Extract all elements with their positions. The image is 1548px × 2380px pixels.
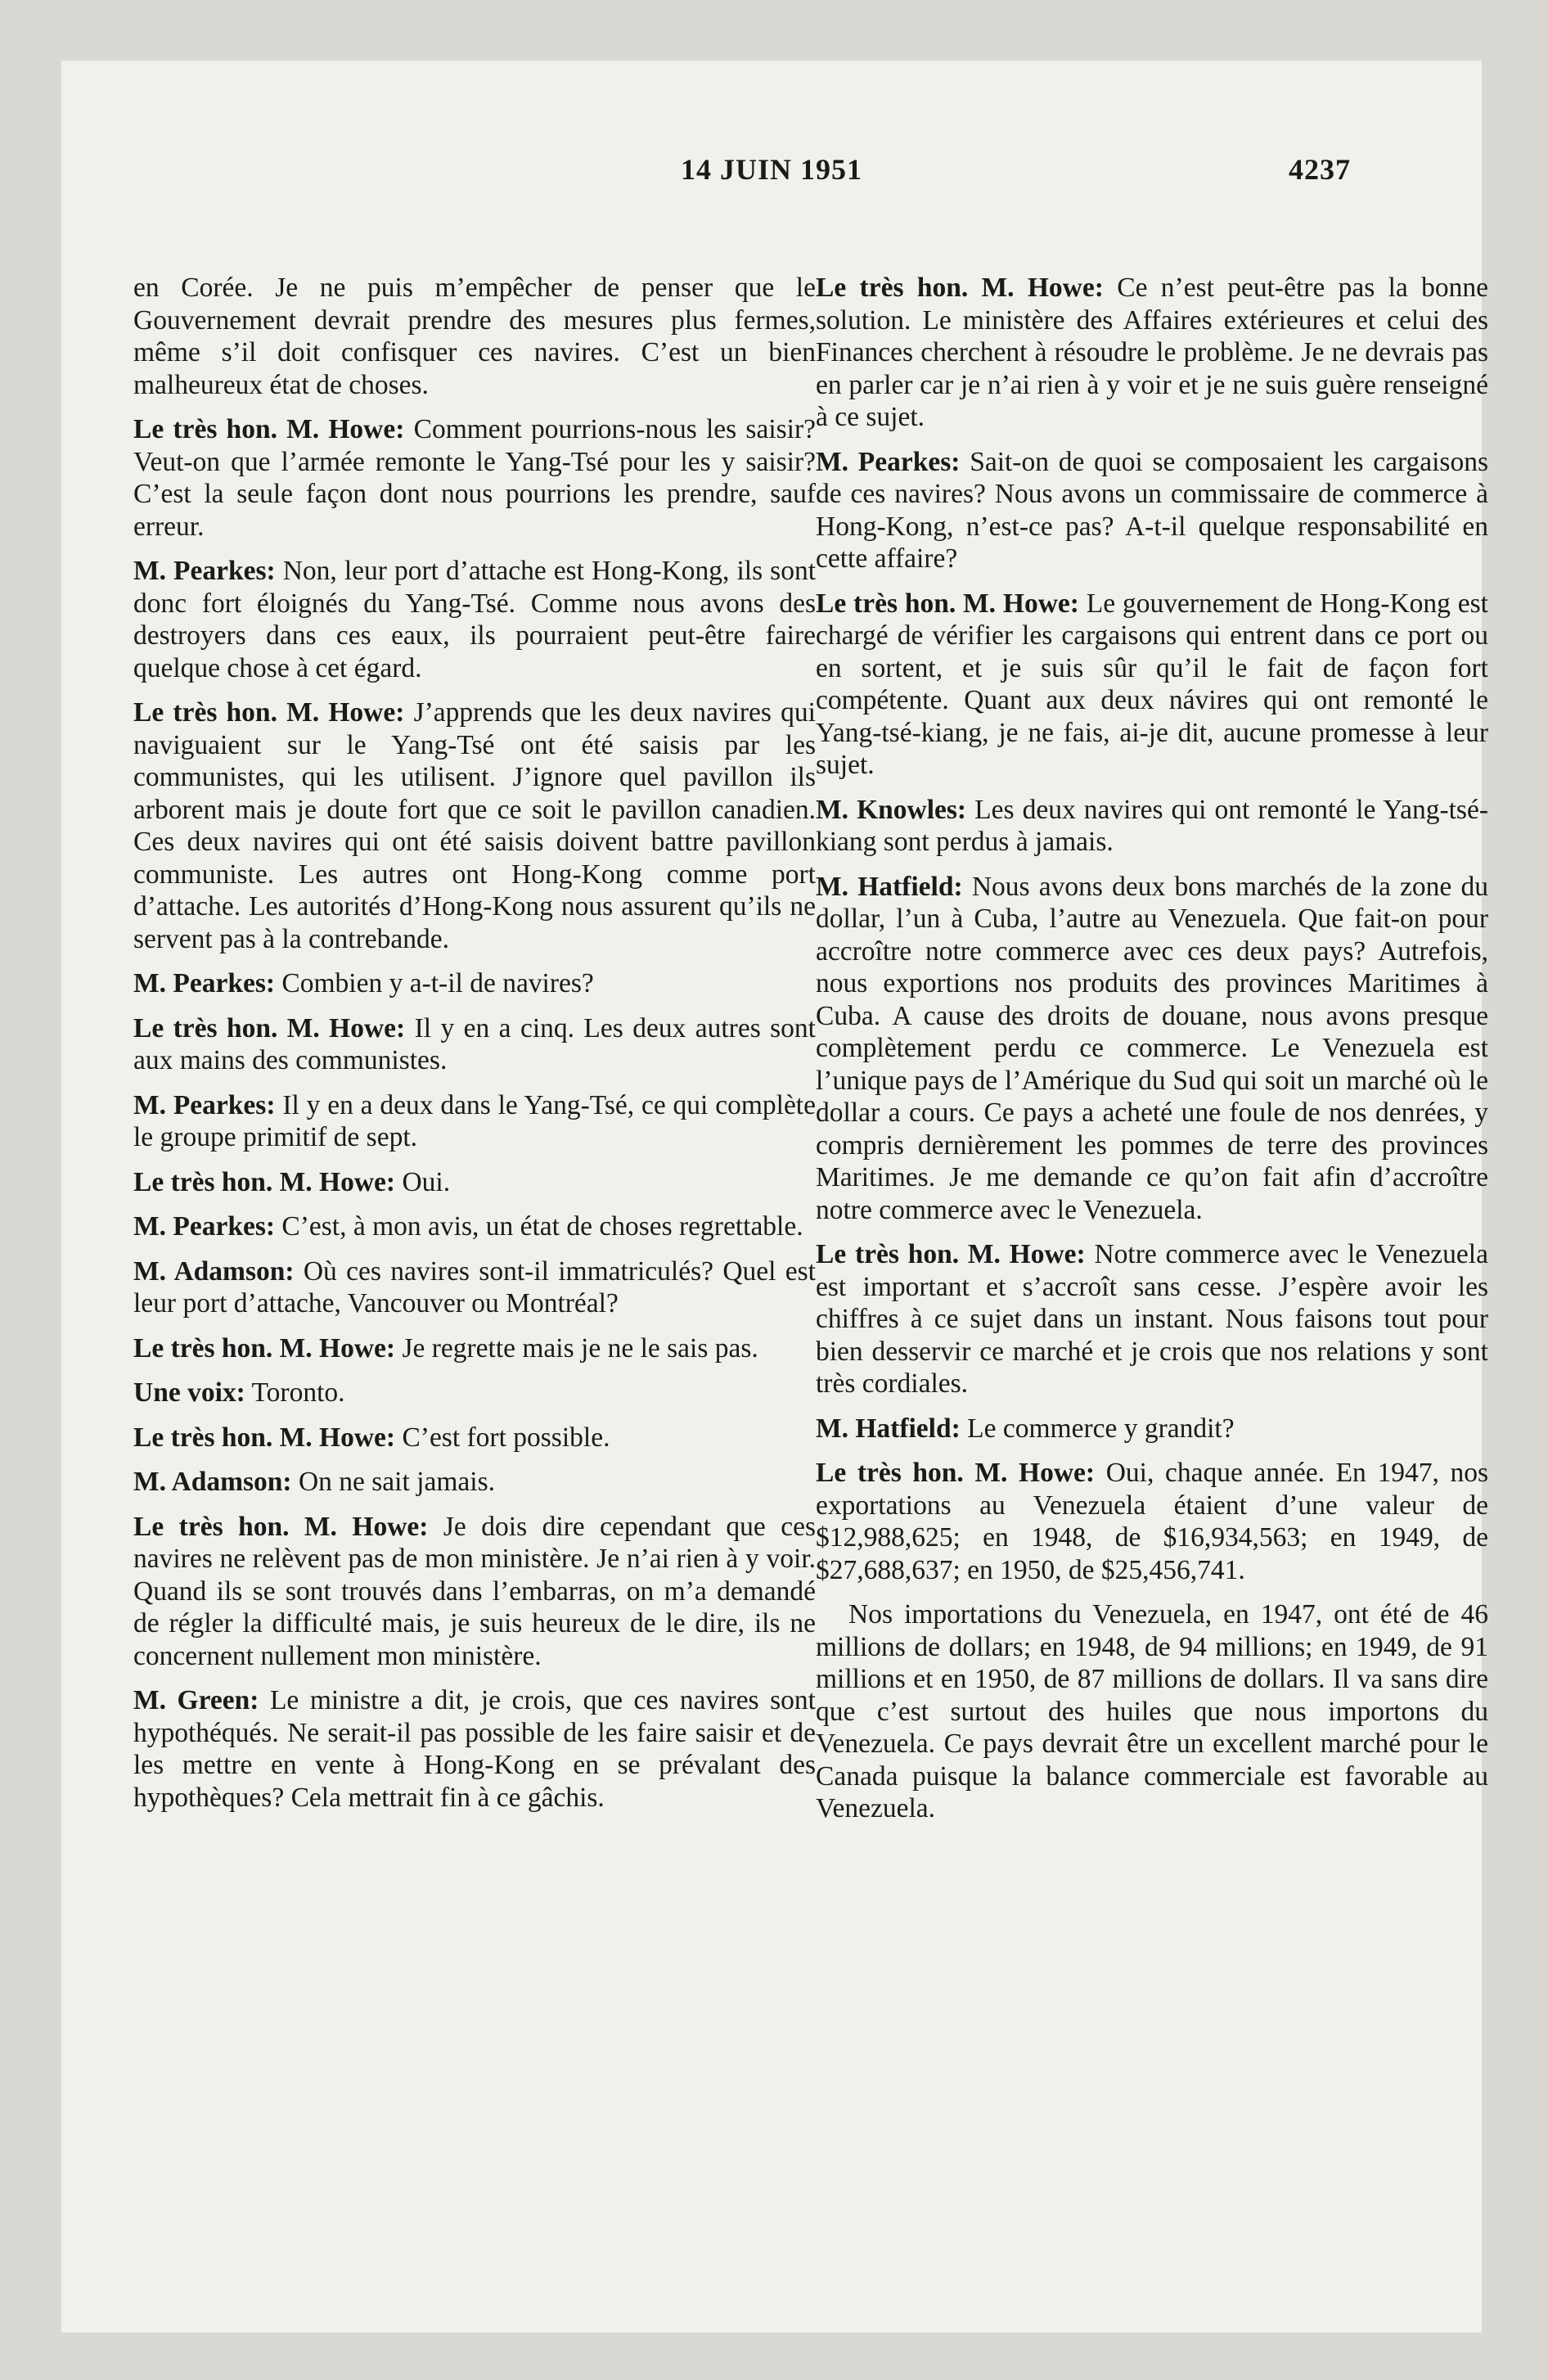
paragraph xyxy=(133,1089,816,1154)
paragraph xyxy=(133,1210,816,1243)
speech-text: Nous avons deux bons marchés de la zone du dollar, l’un à Cuba, l’autre au Venezuela. Que fait-on pour accroître notre commerce avec ces deux pays? Autrefois, nous exportions nos produits des provinces Maritimes à Cuba. A cause des droits de douane, nous avons presque complètement perdu ce commerce. Le Venezuela est l’unique pays de l’Amérique du Sud qui soit un marché où le dollar a cours. Ce pays a acheté une foule de nos denrées, y compris dernièrement les pommes de terre des provinces Maritimes. Je me demande ce qu’on fait afin d’accroître notre commerce avec le Venezuela. xyxy=(816,871,1488,1225)
right-column xyxy=(816,272,1488,1837)
speaker-name: M. Pearkes: xyxy=(816,446,961,477)
paragraph xyxy=(133,1466,816,1499)
speech-text: Où ces navires sont-il immatriculés? Quel est leur port d’attache, Vancouver ou Montréal? xyxy=(133,1255,816,1318)
speaker-name: M. Pearkes: xyxy=(133,556,276,586)
speech-text: Il y en a cinq. Les deux autres sont aux mains des communistes. xyxy=(133,1012,816,1075)
speech-text: Ce n’est peut-être pas la bonne solution. Le ministère des Affaires extérieures et celui des Finances cherchent à résoudre le problème. Je ne devrais pas en parler car je n’ai rien à y voir et je ne suis guère renseigné à ce sujet. xyxy=(816,273,1488,432)
speaker-name: Le très hon. M. Howe: xyxy=(133,1511,429,1542)
speech-text: J’apprends que les deux navires qui naviguaient sur le Yang-Tsé ont été saisis par les communistes, qui les utilisent. J’ignore quel pavillon ils arborent mais je doute fort que ce soit le pavillon canadien. Ces deux navires qui ont été saisis doivent battre pavillon communiste. Les autres ont Hong-Kong comme port d’attache. Les autorités d’Hong-Kong nous assurent qu’ils ne servent pas à la contrebande. xyxy=(133,697,816,954)
paragraph xyxy=(133,272,816,401)
page-number: 4237 xyxy=(1289,153,1351,186)
speaker-name: Le très hon. M. Howe: xyxy=(816,273,1104,303)
paragraph xyxy=(133,1012,816,1077)
speech-text: Je regrette mais je ne le sais pas. xyxy=(395,1332,758,1364)
speech-text: Les deux navires qui ont remonté le Yang-tsé-kiang sont perdus à jamais. xyxy=(816,794,1488,857)
speaker-name: Le très hon. M. Howe: xyxy=(133,1012,406,1044)
speech-text: Combien y a-t-il de navires? xyxy=(275,968,594,998)
paragraph xyxy=(816,1457,1488,1586)
paragraph xyxy=(133,696,816,955)
speech-text: Je dois dire cependant que ces navires ne relèvent pas de mon ministère. Je n’ai rien à y voir. Quand ils se sont trouvés dans l’embarras, on m’a demandé de régler la difficulté mais, je suis heureux de le dire, ils ne concernent nullement mon ministère. xyxy=(133,1511,816,1671)
paragraph xyxy=(133,1511,816,1673)
speech-text: Le commerce y grandit? xyxy=(960,1413,1235,1444)
speaker-name: M. Hatfield: xyxy=(816,1413,961,1444)
paragraph xyxy=(133,1684,816,1814)
speech-text: C’est fort possible. xyxy=(395,1422,610,1453)
paragraph xyxy=(133,1255,816,1320)
paragraph xyxy=(133,1377,816,1409)
speech-text: Non, leur port d’attache est Hong-Kong, ils sont donc fort éloignés du Yang-Tsé. Comme nous avons des destroyers dans ces eaux, ils pourraient peut-être faire quelque chose à cet égard. xyxy=(133,556,817,683)
speech-text: en Corée. Je ne puis m’empêcher de penser que le Gouvernement devrait prendre des mesures plus fermes, même s’il doit confisquer ces navires. C’est un bien malheureux état de choses. xyxy=(133,273,816,400)
speaker-name: Le très hon. M. Howe: xyxy=(816,1458,1096,1488)
paragraph xyxy=(133,1166,816,1199)
speech-text: Le ministre a dit, je crois, que ces navires sont hypothéqués. Ne serait-il pas possible de les faire saisir et de les mettre en vente à Hong-Kong en se prévalant des hypothèques? Cela mettrait fin à ce gâchis. xyxy=(133,1685,816,1813)
paragraph xyxy=(816,794,1488,859)
speech-text: Nos importations du Venezuela, en 1947, ont été de 46 millions de dollars; en 1948, de 94 millions; en 1949, de 91 millions et en 1950, de 87 millions de dollars. Il va sans dire que c’est surtout des huiles que nous importons du Venezuela. Ce pays devrait être un excellent marché pour le Canada puisque la balance commerciale est favorable au Venezuela. xyxy=(816,1599,1488,1823)
speech-text: Il y en a deux dans le Yang-Tsé, ce qui complète le groupe primitif de sept. xyxy=(133,1089,816,1152)
speaker-name: Le très hon. M. Howe: xyxy=(816,588,1079,619)
paragraph xyxy=(816,871,1488,1227)
speech-text: Sait-on de quoi se composaient les cargaisons de ces navires? Nous avons un commissaire de commerce à Hong-Kong, n’est-ce pas? A-t-il quelque responsabilité en cette affaire? xyxy=(816,446,1489,574)
page-sheet xyxy=(61,61,1489,2333)
speaker-name: Le très hon. M. Howe: xyxy=(133,1332,396,1364)
paragraph xyxy=(133,1332,816,1365)
paragraph xyxy=(816,1413,1488,1445)
speaker-name: Le très hon. M. Howe: xyxy=(816,1239,1086,1269)
speaker-name: M. Knowles: xyxy=(816,794,967,825)
running-header xyxy=(61,152,1482,193)
speaker-name: M. Adamson: xyxy=(133,1255,295,1287)
speech-text: Notre commerce avec le Venezuela est important et s’accroît sans cesse. J’espère avoir les chiffres à ce sujet dans un instant. Nous faisons tout pour bien desservir ce marché et je crois que nos relations y sont très cordiales. xyxy=(816,1239,1488,1399)
speaker-name: Le très hon. M. Howe: xyxy=(133,414,405,444)
paragraph xyxy=(133,1422,816,1454)
paragraph xyxy=(816,1598,1488,1825)
left-column xyxy=(133,272,816,1826)
speaker-name: Une voix: xyxy=(133,1377,245,1408)
speaker-name: Le très hon. M. Howe: xyxy=(133,1166,396,1197)
speaker-name: Le très hon. M. Howe: xyxy=(133,1422,396,1453)
paragraph xyxy=(816,1238,1488,1400)
speech-text: On ne sait jamais. xyxy=(291,1467,495,1497)
speaker-name: M. Pearkes: xyxy=(133,968,276,998)
speaker-name: M. Adamson: xyxy=(133,1467,292,1497)
speech-text: Oui, chaque année. En 1947, nos exportations au Venezuela étaient d’une valeur de $12,988,625; en 1948, de $16,934,563; en 1949, de $27,688,637; en 1950, de $25,456,741. xyxy=(816,1458,1488,1585)
paragraph xyxy=(816,272,1488,434)
speaker-name: M. Hatfield: xyxy=(816,871,963,902)
paragraph xyxy=(816,588,1488,782)
paragraph xyxy=(816,446,1488,575)
speaker-name: M. Pearkes: xyxy=(133,1089,276,1120)
paragraph xyxy=(133,413,816,543)
speaker-name: M. Pearkes: xyxy=(133,1211,276,1242)
speech-text: Comment pourrions-nous les saisir? Veut-on que l’armée remonte le Yang-Tsé pour les y saisir? C’est la seule façon dont nous pourrions les prendre, sauf erreur. xyxy=(133,414,816,542)
speaker-name: M. Green: xyxy=(133,1685,259,1715)
speech-text: Toronto. xyxy=(245,1377,345,1408)
paragraph xyxy=(133,555,816,684)
speaker-name: Le très hon. M. Howe: xyxy=(133,697,405,728)
speech-text: C’est, à mon avis, un état de choses regrettable. xyxy=(275,1211,803,1242)
speech-text: Le gouvernement de Hong-Kong est chargé de vérifier les cargaisons qui entrent dans ce port ou en sortent, et je suis sûr qu’il le fait de façon fort compétente. Quant aux deux návires qui ont remonté le Yang-tsé-kiang, je ne fais, ai-je dit, aucune promesse à leur sujet. xyxy=(816,588,1488,780)
paragraph xyxy=(133,967,816,1000)
header-date: 14 JUIN 1951 xyxy=(680,153,862,186)
speech-text: Oui. xyxy=(395,1166,451,1197)
